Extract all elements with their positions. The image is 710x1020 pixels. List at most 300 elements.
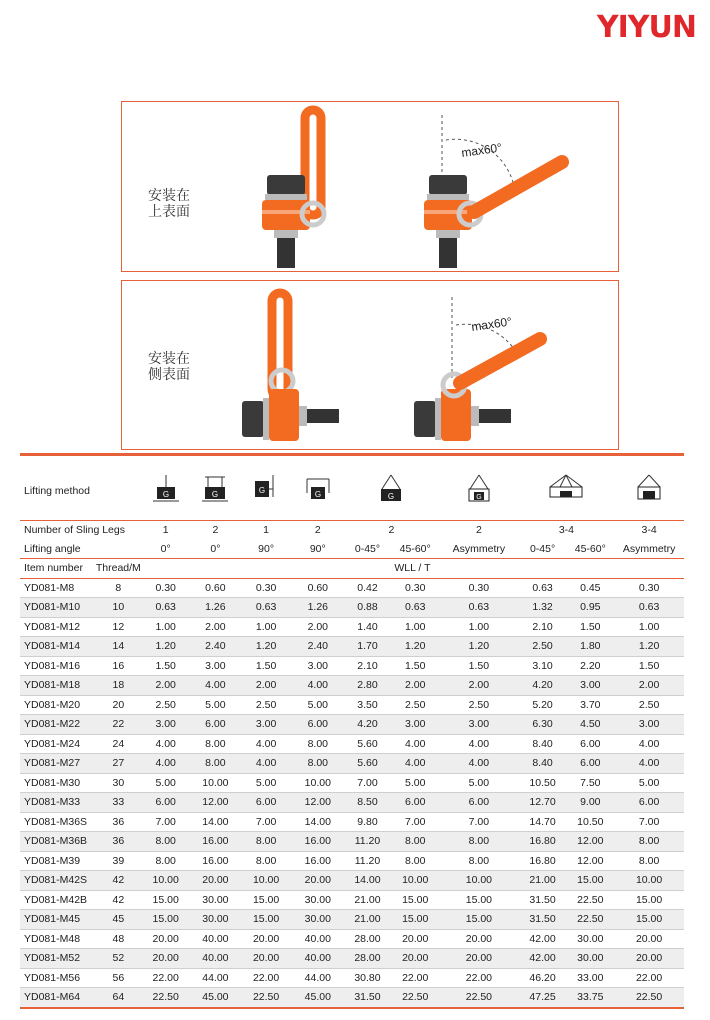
thread-cell: 8: [96, 578, 141, 598]
item-number-cell: YD081-M12: [20, 617, 96, 637]
wll-cell: 44.00: [191, 968, 241, 988]
wll-cell: 0.60: [292, 578, 344, 598]
load-icon-letter: G: [162, 489, 169, 499]
item-number-cell: YD081-M42S: [20, 871, 96, 891]
wll-cell: 0.30: [141, 578, 191, 598]
brand-logo: YIYUN: [596, 10, 696, 45]
wll-cell: 3.00: [614, 715, 684, 735]
wll-cell: 6.00: [566, 754, 614, 774]
wll-cell: 15.00: [240, 910, 292, 930]
wll-cell: 14.70: [519, 812, 567, 832]
thread-cell: 27: [96, 754, 141, 774]
angle-value: 0-45°: [344, 540, 392, 559]
item-number-header: Item number: [20, 559, 96, 579]
wll-cell: 40.00: [292, 929, 344, 949]
wll-cell: 9.00: [566, 793, 614, 813]
wll-cell: 20.00: [391, 929, 439, 949]
sling-icon-2-leg-angle: [344, 462, 439, 521]
thread-cell: 10: [96, 598, 141, 618]
wll-cell: 2.00: [240, 676, 292, 696]
item-number-cell: YD081-M33: [20, 793, 96, 813]
thread-cell: 36: [96, 832, 141, 852]
wll-cell: 4.00: [391, 754, 439, 774]
thread-cell: 39: [96, 851, 141, 871]
wll-cell: 5.00: [141, 773, 191, 793]
wll-cell: 1.00: [391, 617, 439, 637]
wll-cell: 2.00: [191, 617, 241, 637]
wll-cell: 5.00: [191, 695, 241, 715]
wll-cell: 15.00: [614, 890, 684, 910]
thread-cell: 30: [96, 773, 141, 793]
wll-cell: 3.00: [566, 676, 614, 696]
angle-value: 0-45°: [519, 540, 567, 559]
load-icon-letter: G: [388, 491, 395, 501]
table-row: [20, 637, 684, 657]
wll-cell: 10.50: [519, 773, 567, 793]
wll-cell: 20.00: [439, 949, 519, 969]
wll-cell: 2.50: [614, 695, 684, 715]
item-number-cell: YD081-M48: [20, 929, 96, 949]
sling-icon-1-leg-0: [141, 462, 191, 521]
item-number-cell: YD081-M45: [20, 910, 96, 930]
wll-cell: 14.00: [344, 871, 392, 891]
wll-cell: 15.00: [391, 890, 439, 910]
wll-cell: 31.50: [344, 988, 392, 1008]
wll-cell: 5.00: [439, 773, 519, 793]
wll-cell: 2.40: [191, 637, 241, 657]
wll-cell: 15.00: [439, 890, 519, 910]
wll-cell: 45.00: [191, 988, 241, 1008]
table-row: [20, 812, 684, 832]
wll-cell: 7.50: [566, 773, 614, 793]
caption-line-1: 安装在: [148, 188, 190, 204]
wll-cell: 2.00: [439, 676, 519, 696]
angle-value: 45-60°: [391, 540, 439, 559]
wll-cell: 31.50: [519, 890, 567, 910]
angle-value: Asymmetry: [614, 540, 684, 559]
wll-cell: 22.50: [141, 988, 191, 1008]
wll-cell: 4.00: [614, 754, 684, 774]
wll-cell: 8.00: [391, 851, 439, 871]
wll-cell: 4.00: [141, 754, 191, 774]
wll-cell: 1.70: [344, 637, 392, 657]
item-number-cell: YD081-M22: [20, 715, 96, 735]
wll-cell: 5.00: [614, 773, 684, 793]
wll-cell: 7.00: [614, 812, 684, 832]
wll-cell: 20.00: [614, 949, 684, 969]
sling-icon-2-leg-90: [292, 462, 344, 521]
sling-icon-1-leg-90: [240, 462, 292, 521]
wll-cell: 1.00: [614, 617, 684, 637]
wll-cell: 30.00: [566, 929, 614, 949]
table-row: [20, 695, 684, 715]
wll-cell: 10.00: [240, 871, 292, 891]
side-mount-illustration: [122, 281, 618, 448]
wll-cell: 1.26: [191, 598, 241, 618]
wll-cell: 15.00: [391, 910, 439, 930]
wll-cell: 1.50: [614, 656, 684, 676]
wll-cell: 16.80: [519, 851, 567, 871]
wll-cell: 6.00: [141, 793, 191, 813]
wll-cell: 1.20: [141, 637, 191, 657]
legs-value: 2: [475, 524, 482, 537]
wll-cell: 9.80: [344, 812, 392, 832]
wll-cell: 20.00: [141, 949, 191, 969]
legs-label: Number of Sling Legs: [24, 524, 125, 537]
eyebolt-side-upright-image: [242, 293, 339, 441]
wll-cell: 0.63: [439, 598, 519, 618]
wll-cell: 1.80: [566, 637, 614, 657]
wll-cell: 20.00: [292, 871, 344, 891]
caption-line-1: 安装在: [148, 351, 190, 367]
legs-value: 3-4: [641, 524, 657, 537]
wll-cell: 12.00: [191, 793, 241, 813]
table-row: [20, 949, 684, 969]
wll-cell: 12.00: [292, 793, 344, 813]
wll-cell: 1.20: [240, 637, 292, 657]
wll-cell: 20.00: [614, 929, 684, 949]
wll-cell: 5.00: [391, 773, 439, 793]
wll-cell: 22.50: [439, 988, 519, 1008]
wll-cell: 30.00: [191, 890, 241, 910]
thread-cell: 33: [96, 793, 141, 813]
wll-cell: 11.20: [344, 832, 392, 852]
item-number-cell: YD081-M16: [20, 656, 96, 676]
table-row: [20, 890, 684, 910]
load-icon-letter: G: [476, 493, 482, 501]
thread-cell: 56: [96, 968, 141, 988]
item-number-cell: YD081-M27: [20, 754, 96, 774]
wll-cell: 2.10: [519, 617, 567, 637]
wll-cell: 1.26: [292, 598, 344, 618]
wll-cell: 6.00: [614, 793, 684, 813]
wll-cell: 8.00: [391, 832, 439, 852]
table-row: [20, 793, 684, 813]
item-number-cell: YD081-M36S: [20, 812, 96, 832]
table-row: [20, 871, 684, 891]
table-row: [20, 968, 684, 988]
wll-cell: 22.50: [614, 988, 684, 1008]
wll-cell: 3.70: [566, 695, 614, 715]
table-row: [20, 578, 684, 598]
table-row: [20, 754, 684, 774]
table-row: [20, 773, 684, 793]
item-number-cell: YD081-M52: [20, 949, 96, 969]
wll-cell: 12.00: [566, 851, 614, 871]
wll-cell: 5.60: [344, 734, 392, 754]
wll-cell: 4.20: [344, 715, 392, 735]
wll-cell: 8.00: [240, 832, 292, 852]
table-row: [20, 656, 684, 676]
item-number-cell: YD081-M56: [20, 968, 96, 988]
lifting-method-row: [20, 462, 684, 521]
wll-cell: 2.40: [292, 637, 344, 657]
item-number-cell: YD081-M8: [20, 578, 96, 598]
wll-cell: 33.00: [566, 968, 614, 988]
thread-cell: 48: [96, 929, 141, 949]
wll-cell: 3.00: [391, 715, 439, 735]
wll-cell: 0.63: [391, 598, 439, 618]
thread-cell: 12: [96, 617, 141, 637]
wll-cell: 6.30: [519, 715, 567, 735]
wll-cell: 28.00: [344, 949, 392, 969]
wll-cell: 1.00: [439, 617, 519, 637]
wll-cell: 2.80: [344, 676, 392, 696]
wll-cell: 1.32: [519, 598, 567, 618]
legs-value: 2: [212, 524, 219, 537]
wll-cell: 1.40: [344, 617, 392, 637]
wll-cell: 10.50: [566, 812, 614, 832]
wll-cell: 6.00: [391, 793, 439, 813]
wll-cell: 8.00: [191, 754, 241, 774]
wll-cell: 20.00: [240, 929, 292, 949]
wll-cell: 16.00: [292, 832, 344, 852]
wll-cell: 0.30: [439, 578, 519, 598]
wll-cell: 2.00: [614, 676, 684, 696]
wll-cell: 16.00: [191, 832, 241, 852]
top-mount-illustration: [122, 102, 618, 270]
wll-cell: 33.75: [566, 988, 614, 1008]
wll-cell: 22.50: [566, 890, 614, 910]
wll-cell: 8.00: [240, 851, 292, 871]
table-row: [20, 929, 684, 949]
wll-cell: 21.00: [344, 890, 392, 910]
wll-cell: 10.00: [292, 773, 344, 793]
wll-cell: 3.00: [439, 715, 519, 735]
wll-cell: 0.45: [566, 578, 614, 598]
wll-cell: 4.00: [240, 734, 292, 754]
angle-label: Lifting angle: [20, 540, 141, 559]
eyebolt-upright-image: [262, 110, 324, 268]
wll-cell: 20.00: [439, 929, 519, 949]
wll-table: [20, 462, 684, 1009]
wll-cell: 0.60: [191, 578, 241, 598]
wll-cell: 15.00: [614, 910, 684, 930]
wll-cell: 2.00: [391, 676, 439, 696]
wll-cell: 4.00: [240, 754, 292, 774]
wll-cell: 1.50: [141, 656, 191, 676]
thread-cell: 42: [96, 890, 141, 910]
side-surface-mounting-panel: [121, 280, 619, 450]
wll-cell: 0.30: [240, 578, 292, 598]
wll-cell: 8.00: [439, 851, 519, 871]
item-number-cell: YD081-M14: [20, 637, 96, 657]
wll-cell: 21.00: [344, 910, 392, 930]
legs-row: [20, 521, 684, 540]
wll-cell: 21.00: [519, 871, 567, 891]
load-icon-letter: G: [314, 489, 321, 499]
thread-cell: 24: [96, 734, 141, 754]
wll-cell: 31.50: [519, 910, 567, 930]
sling-icon-2-leg-asym: [439, 462, 519, 521]
wll-cell: 45.00: [292, 988, 344, 1008]
table-body: [20, 578, 684, 1008]
wll-cell: 4.00: [439, 734, 519, 754]
wll-cell: 8.00: [292, 734, 344, 754]
wll-cell: 20.00: [391, 949, 439, 969]
sling-icon-3-4-leg-asym: [614, 462, 684, 521]
wll-cell: 10.00: [191, 773, 241, 793]
angle-value: Asymmetry: [439, 540, 519, 559]
wll-cell: 30.00: [566, 949, 614, 969]
legs-value: 2: [388, 524, 395, 537]
wll-cell: 22.00: [141, 968, 191, 988]
wll-cell: 4.00: [391, 734, 439, 754]
wll-cell: 10.00: [391, 871, 439, 891]
wll-cell: 0.63: [614, 598, 684, 618]
wll-cell: 2.20: [566, 656, 614, 676]
wll-cell: 0.30: [614, 578, 684, 598]
legs-value: 1: [162, 524, 169, 537]
table-row: [20, 832, 684, 852]
wll-cell: 6.00: [240, 793, 292, 813]
wll-cell: 8.40: [519, 734, 567, 754]
angle-value: 0°: [141, 540, 191, 559]
legs-value: 3-4: [558, 524, 575, 537]
item-number-cell: YD081-M10: [20, 598, 96, 618]
wll-cell: 8.00: [191, 734, 241, 754]
wll-cell: 40.00: [191, 949, 241, 969]
thread-cell: 20: [96, 695, 141, 715]
wll-cell: 12.00: [566, 832, 614, 852]
wll-cell: 46.20: [519, 968, 567, 988]
wll-cell: 8.00: [292, 754, 344, 774]
wll-cell: 14.00: [191, 812, 241, 832]
wll-cell: 1.50: [439, 656, 519, 676]
wll-cell: 3.00: [240, 715, 292, 735]
wll-cell: 3.10: [519, 656, 567, 676]
table-row: [20, 676, 684, 696]
wll-cell: 4.00: [191, 676, 241, 696]
wll-cell: 20.00: [240, 949, 292, 969]
angle-value: 90°: [240, 540, 292, 559]
legs-value: 1: [263, 524, 270, 537]
wll-cell: 4.00: [439, 754, 519, 774]
wll-cell: 22.00: [391, 968, 439, 988]
wll-cell: 11.20: [344, 851, 392, 871]
wll-cell: 40.00: [191, 929, 241, 949]
caption-line-2: 侧表面: [148, 367, 190, 383]
wll-cell: 8.00: [141, 851, 191, 871]
table-row: [20, 988, 684, 1008]
column-header-row: [20, 559, 684, 579]
section-divider: [20, 453, 684, 456]
max-angle-label: max60°: [470, 314, 513, 334]
wll-cell: 22.00: [439, 968, 519, 988]
angle-value: 0°: [191, 540, 241, 559]
wll-cell: 2.00: [141, 676, 191, 696]
wll-cell: 28.00: [344, 929, 392, 949]
thread-cell: 18: [96, 676, 141, 696]
wll-cell: 4.00: [141, 734, 191, 754]
thread-cell: 45: [96, 910, 141, 930]
wll-cell: 30.80: [344, 968, 392, 988]
wll-cell: 6.00: [292, 715, 344, 735]
wll-cell: 30.00: [292, 890, 344, 910]
wll-cell: 2.10: [344, 656, 392, 676]
wll-cell: 10.00: [141, 871, 191, 891]
angle-row: [20, 540, 684, 559]
wll-cell: 1.20: [439, 637, 519, 657]
wll-cell: 42.00: [519, 929, 567, 949]
thread-cell: 14: [96, 637, 141, 657]
wll-cell: 0.63: [240, 598, 292, 618]
wll-cell: 4.00: [292, 676, 344, 696]
wll-cell: 8.00: [141, 832, 191, 852]
wll-cell: 0.30: [391, 578, 439, 598]
top-surface-mounting-panel: [121, 101, 619, 272]
wll-cell: 5.20: [519, 695, 567, 715]
wll-cell: 44.00: [292, 968, 344, 988]
wll-cell: 7.00: [391, 812, 439, 832]
wll-cell: 1.00: [240, 617, 292, 637]
table-row: [20, 598, 684, 618]
thread-cell: 16: [96, 656, 141, 676]
table-row: [20, 910, 684, 930]
max-angle-label: max60°: [460, 140, 503, 160]
wll-cell: 6.00: [566, 734, 614, 754]
wll-cell: 14.00: [292, 812, 344, 832]
thread-cell: 22: [96, 715, 141, 735]
caption-line-2: 上表面: [148, 204, 190, 220]
angle-value: 45-60°: [566, 540, 614, 559]
wll-cell: 8.00: [439, 832, 519, 852]
wll-cell: 1.50: [240, 656, 292, 676]
wll-cell: 16.00: [292, 851, 344, 871]
wll-cell: 5.60: [344, 754, 392, 774]
sling-icon-3-4-leg-angle: [519, 462, 614, 521]
wll-cell: 2.50: [240, 695, 292, 715]
wll-cell: 22.00: [614, 968, 684, 988]
thread-cell: 64: [96, 988, 141, 1008]
item-number-cell: YD081-M42B: [20, 890, 96, 910]
wll-cell: 7.00: [141, 812, 191, 832]
table-row: [20, 851, 684, 871]
wll-cell: 8.00: [614, 851, 684, 871]
item-number-cell: YD081-M18: [20, 676, 96, 696]
wll-cell: 15.00: [439, 910, 519, 930]
wll-cell: 3.00: [191, 656, 241, 676]
wll-cell: 5.00: [240, 773, 292, 793]
wll-cell: 2.50: [391, 695, 439, 715]
wll-cell: 10.00: [614, 871, 684, 891]
item-number-cell: YD081-M36B: [20, 832, 96, 852]
wll-cell: 7.00: [344, 773, 392, 793]
wll-cell: 15.00: [141, 890, 191, 910]
wll-cell: 3.50: [344, 695, 392, 715]
item-number-cell: YD081-M39: [20, 851, 96, 871]
wll-cell: 47.25: [519, 988, 567, 1008]
wll-cell: 3.00: [141, 715, 191, 735]
table-row: [20, 715, 684, 735]
item-number-cell: YD081-M20: [20, 695, 96, 715]
wll-cell: 6.00: [439, 793, 519, 813]
wll-cell: 0.63: [141, 598, 191, 618]
wll-cell: 15.00: [566, 871, 614, 891]
eyebolt-tilted-image: [424, 115, 562, 268]
wll-header: WLL / T: [141, 559, 684, 579]
thread-cell: 36: [96, 812, 141, 832]
wll-cell: 4.20: [519, 676, 567, 696]
table-row: [20, 617, 684, 637]
wll-cell: 1.00: [141, 617, 191, 637]
wll-cell: 20.00: [141, 929, 191, 949]
wll-cell: 1.50: [391, 656, 439, 676]
load-icon-letter: G: [258, 485, 266, 495]
wll-cell: 8.50: [344, 793, 392, 813]
wll-cell: 12.70: [519, 793, 567, 813]
wll-cell: 7.00: [240, 812, 292, 832]
